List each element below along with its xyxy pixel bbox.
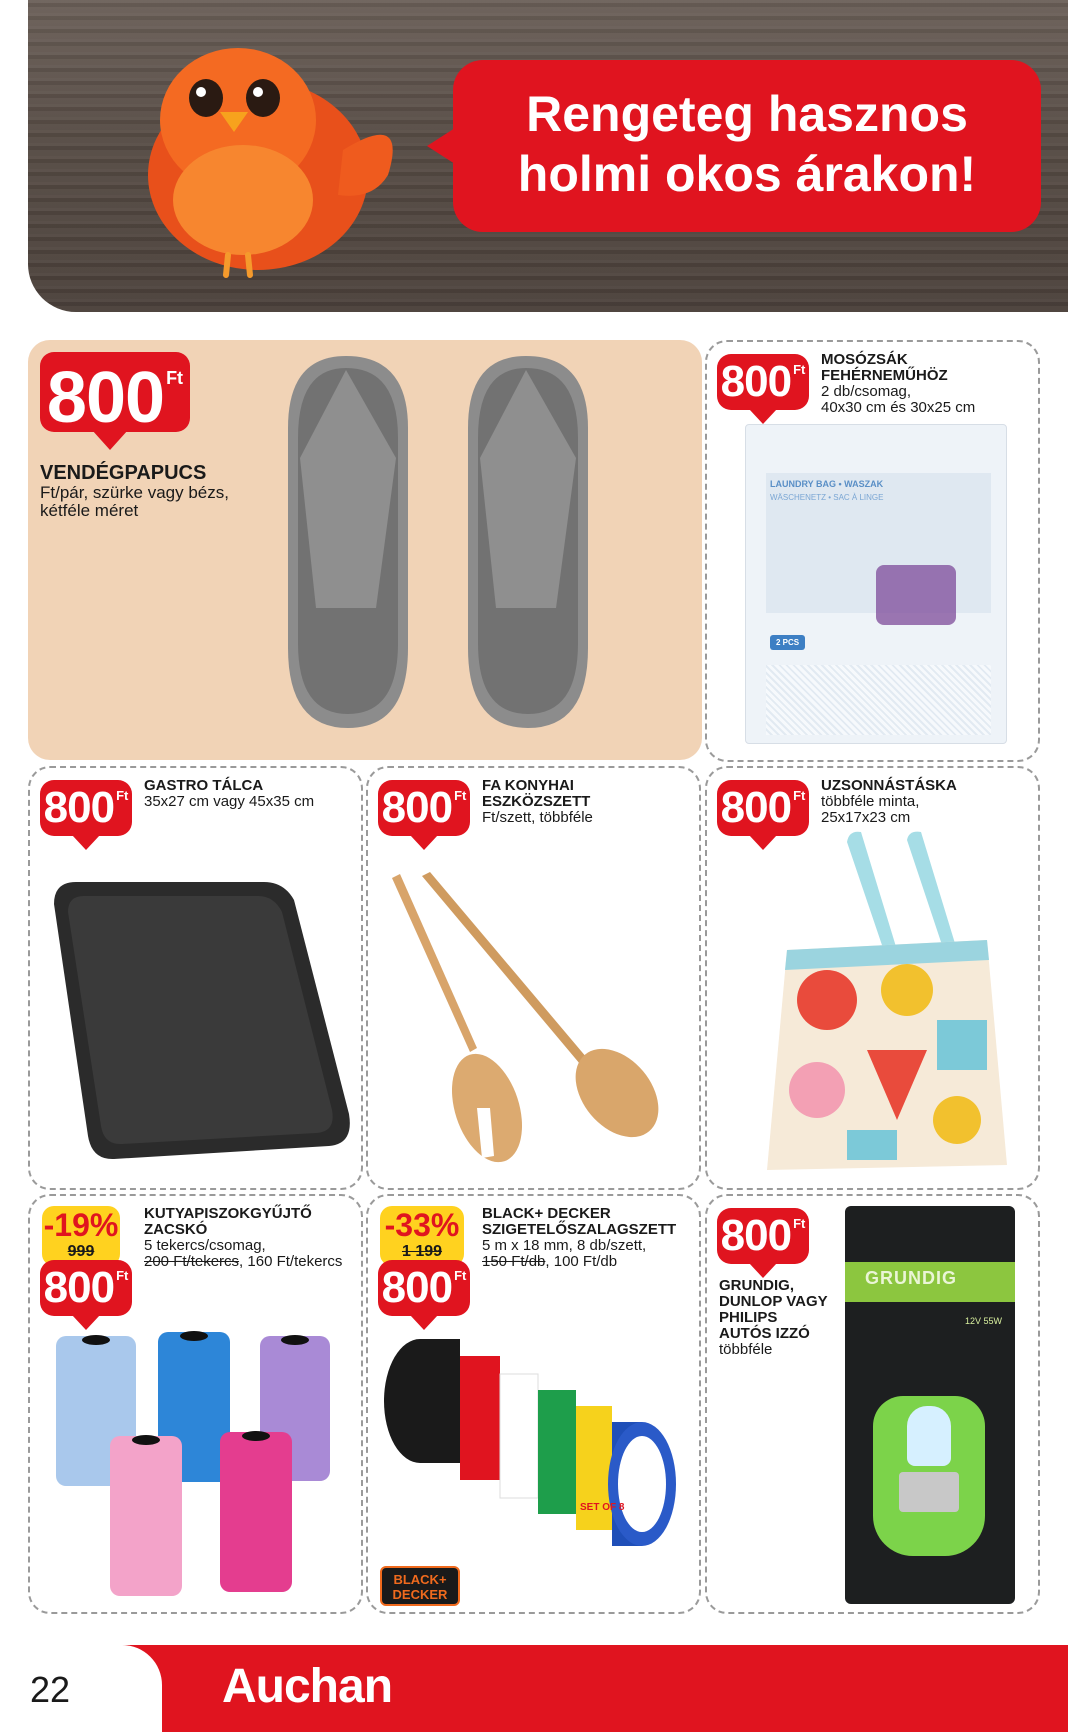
desc-line: kétféle méret xyxy=(40,501,139,520)
old-unit-price: 200 Ft/tekercs xyxy=(144,1253,240,1270)
bulb-base xyxy=(899,1472,959,1512)
bulb-package-image xyxy=(845,1206,1015,1604)
price-tag xyxy=(717,1208,809,1264)
product-title: GASTRO TÁLCA xyxy=(144,777,264,794)
title-line: AUTÓS IZZÓ xyxy=(719,1325,810,1342)
price-tag xyxy=(40,780,132,836)
product-title: UZSONNÁSTÁSKA xyxy=(821,777,957,794)
dog-bags-image xyxy=(50,1326,350,1606)
old-unit-price: 150 Ft/db xyxy=(482,1253,546,1270)
price-value: 800 xyxy=(43,783,115,832)
footer-bar xyxy=(0,1645,1068,1732)
product-card-gastro-tray[interactable] xyxy=(28,766,363,1190)
product-description xyxy=(821,384,975,416)
currency-label: Ft xyxy=(166,368,184,388)
product-description: többféle xyxy=(719,1341,773,1358)
desc-line: többféle minta, xyxy=(821,793,920,810)
headline-line-2: holmi okos árakon! xyxy=(517,146,977,202)
tape-rolls-image xyxy=(380,1326,680,1586)
package-label: WÄSCHENETZ • SAC À LINGE xyxy=(770,493,884,502)
title-line: SZIGETELŐSZALAGSZETT xyxy=(482,1221,677,1238)
title-line: ESZKÖZSZETT xyxy=(482,793,591,810)
wooden-utensils-image xyxy=(382,868,682,1168)
title-line: FEHÉRNEMŰHÖZ xyxy=(821,367,948,384)
price-value: 800 xyxy=(46,358,165,438)
discount-percent: -33% xyxy=(384,1207,460,1243)
hero-banner xyxy=(28,0,1068,312)
purple-bag-illustration xyxy=(876,565,956,625)
product-title xyxy=(482,1206,676,1238)
chick-mascot-illustration xyxy=(88,0,418,290)
currency-label: Ft xyxy=(793,362,806,377)
product-title xyxy=(821,352,948,384)
headline-line-1: Rengeteg hasznos xyxy=(526,86,968,142)
price-tag xyxy=(717,780,809,836)
title-line: ZACSKÓ xyxy=(144,1221,208,1238)
price-value: 800 xyxy=(720,783,792,832)
currency-label: Ft xyxy=(454,1268,467,1283)
product-description xyxy=(144,1238,342,1270)
product-title xyxy=(144,1206,312,1238)
product-card-insulating-tape[interactable] xyxy=(366,1194,701,1614)
price-value: 800 xyxy=(720,357,792,406)
product-description: Ft/szett, többféle xyxy=(482,809,593,826)
discount-badge xyxy=(42,1206,120,1266)
old-price: 999 xyxy=(67,1243,95,1260)
gastro-tray-image xyxy=(44,874,354,1164)
slippers-image xyxy=(268,348,648,738)
desc-line: 2 db/csomag, xyxy=(821,383,912,400)
desc-line xyxy=(144,1254,342,1270)
net-area xyxy=(766,665,991,735)
product-title: VENDÉGPAPUCS xyxy=(40,462,207,484)
product-description xyxy=(482,1238,646,1270)
currency-label: Ft xyxy=(116,1268,129,1283)
price-value: 800 xyxy=(381,783,453,832)
price-tag xyxy=(717,354,809,410)
title-line: FA KONYHAI xyxy=(482,777,574,794)
package-brand: GRUNDIG xyxy=(865,1268,957,1288)
pack-label: SET OF 8 xyxy=(580,1502,625,1513)
desc-line: 25x17x23 cm xyxy=(821,809,911,826)
currency-label: Ft xyxy=(793,1216,806,1231)
hero-headline xyxy=(453,84,1041,204)
discount-percent: -19% xyxy=(43,1207,119,1243)
auchan-logo: Auchan xyxy=(222,1660,393,1713)
package-spec: 12V 55W xyxy=(965,1316,1003,1326)
lunch-bag-image xyxy=(757,830,1017,1175)
title-line: BLACK+ DECKER xyxy=(482,1205,611,1222)
desc-line: 40x30 cm és 30x25 cm xyxy=(821,399,976,416)
product-title xyxy=(482,778,590,810)
headline-speech-bubble xyxy=(453,60,1041,232)
page-number: 22 xyxy=(30,1669,71,1710)
pcs-badge: 2 PCS xyxy=(770,635,805,650)
price-value: 800 xyxy=(720,1211,792,1260)
title-line: PHILIPS xyxy=(719,1309,778,1326)
product-card-slippers[interactable] xyxy=(28,340,702,760)
new-unit-price: , 160 Ft/tekercs xyxy=(239,1253,343,1270)
title-line: KUTYAPISZOKGYŰJTŐ xyxy=(144,1205,312,1222)
currency-label: Ft xyxy=(116,788,129,803)
product-description xyxy=(40,484,229,520)
product-card-dog-bags[interactable] xyxy=(28,1194,363,1614)
desc-line: 5 tekercs/csomag, xyxy=(144,1237,266,1254)
price-tag xyxy=(40,352,190,438)
title-line: GRUNDIG, xyxy=(719,1277,794,1294)
title-line: DUNLOP VAGY xyxy=(719,1293,828,1310)
currency-label: Ft xyxy=(793,788,806,803)
product-card-laundry-bag[interactable] xyxy=(705,340,1040,762)
price-tag xyxy=(378,780,470,836)
product-description: 35x27 cm vagy 45x35 cm xyxy=(144,793,315,810)
product-card-kitchen-utensils[interactable] xyxy=(366,766,701,1190)
title-line: MOSÓZSÁK xyxy=(821,351,908,368)
discount-badge xyxy=(380,1206,464,1266)
product-card-lunch-bag[interactable] xyxy=(705,766,1040,1190)
bulb-glass xyxy=(907,1406,951,1466)
desc-line xyxy=(482,1254,646,1270)
price-value: 800 xyxy=(43,1263,115,1312)
price-value: 800 xyxy=(381,1263,453,1312)
old-price: 1 199 xyxy=(401,1243,443,1260)
desc-line: 5 m x 18 mm, 8 db/szett, xyxy=(482,1237,647,1254)
package-label: LAUNDRY BAG • WASZAK xyxy=(770,479,884,489)
product-card-car-bulb[interactable] xyxy=(705,1194,1040,1614)
laundry-bag-package-image xyxy=(745,424,1007,744)
desc-line: Ft/pár, szürke vagy bézs, xyxy=(40,483,229,502)
price-tag xyxy=(378,1260,470,1316)
black-decker-logo: BLACK+ DECKER xyxy=(380,1566,460,1606)
product-title xyxy=(719,1278,828,1342)
product-description xyxy=(821,794,919,826)
page-number-tab xyxy=(0,1645,162,1732)
price-tag xyxy=(40,1260,132,1316)
new-unit-price: , 100 Ft/db xyxy=(545,1253,618,1270)
currency-label: Ft xyxy=(454,788,467,803)
